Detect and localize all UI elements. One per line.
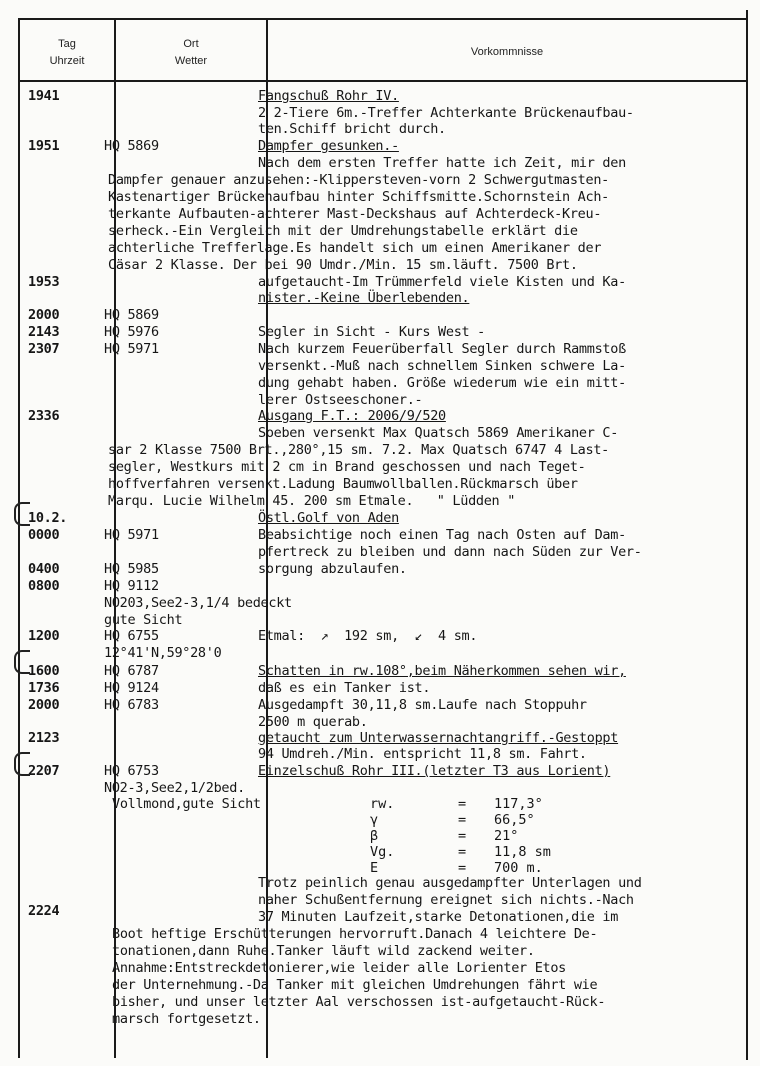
firing-row — [258, 796, 738, 813]
entry-text: Einzelschuß Rohr III.(letzter T3 aus Lorient) — [258, 763, 611, 779]
entry-place: HQ 6755 — [104, 628, 159, 644]
diary-line — [0, 172, 760, 189]
diary-line — [0, 459, 760, 476]
diary-line — [0, 257, 760, 274]
entry-text-wide: segler, Westkurs mit 2 cm in Brand geschossen und nach Teget- — [108, 459, 586, 475]
entry-time: 2207 — [28, 763, 60, 779]
entry-text: pfertreck zu bleiben und dann nach Süden zur Ver- — [258, 544, 642, 560]
diary-line — [0, 697, 760, 714]
header-time — [20, 36, 114, 70]
entry-time: 2000 — [28, 307, 60, 323]
diary-line — [0, 240, 760, 257]
firing-value: 117,3° — [494, 796, 543, 812]
diary-line — [0, 476, 760, 493]
diary-line — [0, 274, 760, 291]
entry-text: Ausgedampft 30,11,8 sm.Laufe nach Stoppuhr — [258, 697, 587, 713]
entry-time: 2123 — [28, 730, 60, 746]
entry-text-wide: Kastenartiger Brückenaufbau hinter Schiffsmitte.Schornstein Ach- — [108, 189, 609, 205]
firing-symbol: Vg. — [370, 844, 395, 860]
entry-text: 94 Umdreh./Min. entspricht 11,8 sm. Fahrt. — [258, 746, 587, 762]
diary-line — [0, 206, 760, 223]
entry-text: Dampfer gesunken.- — [258, 138, 399, 154]
entry-time: 1200 — [28, 628, 60, 644]
entry-text-wide: hoffverfahren versenkt.Ladung Baumwollballen.Rückmarsch über — [108, 476, 578, 492]
entry-text: Etmal: ↗ 192 sm, ↙ 4 sm. — [258, 628, 478, 644]
entry-time: 0400 — [28, 561, 60, 577]
entry-text: lerer Ostseeschoner.- — [258, 392, 423, 408]
entry-place: 12°41'N,59°28'0 — [104, 645, 222, 661]
entry-text: getaucht zum Unterwassernachtangriff.-Gestoppt — [258, 730, 619, 746]
diary-line — [0, 358, 760, 375]
diary-line — [0, 714, 760, 731]
entry-time: 2143 — [28, 324, 60, 340]
diary-line — [0, 730, 760, 747]
firing-equals: = — [458, 844, 467, 860]
entry-place: HQ 5869 — [104, 138, 159, 154]
header-events — [268, 44, 746, 61]
entry-text: Fangschuß Rohr IV. — [258, 88, 399, 104]
diary-line — [0, 155, 760, 172]
entry-time: 2307 — [28, 341, 60, 357]
entry-place: HQ 6787 — [104, 663, 159, 679]
entry-place: HQ 5869 — [104, 307, 159, 323]
diary-line — [0, 680, 760, 697]
entry-place: HQ 6753 — [104, 763, 159, 779]
header-time-line2: Uhrzeit — [49, 55, 85, 67]
firing-symbol: γ — [370, 812, 379, 828]
entry-text: Östl.Golf von Aden — [258, 510, 399, 526]
firing-value: 66,5° — [494, 812, 535, 828]
entry-time: 1953 — [28, 274, 60, 290]
diary-line — [0, 105, 760, 122]
header-time-line1: Tag — [58, 38, 76, 50]
entry-time: 10.2. — [28, 510, 68, 526]
entry-text: ten.Schiff bricht durch. — [258, 121, 446, 137]
header-place-line2: Wetter — [174, 55, 208, 67]
diary-line — [0, 510, 760, 527]
diary-line — [0, 493, 760, 510]
firing-weather: Vollmond,gute Sicht — [112, 796, 261, 812]
entry-text: versenkt.-Muß nach schnellem Sinken schwere La- — [258, 358, 626, 374]
entry-time: 1941 — [28, 88, 60, 104]
diary-line — [0, 88, 760, 105]
closing-text: Trotz peinlich genau ausgedampfter Unterlagen und — [258, 875, 642, 891]
entry-text-wide: serheck.-Ein Vergleich mit der Umdrehungstabelle erklärt die — [108, 223, 578, 239]
firing-row — [258, 844, 738, 861]
entry-place: HQ 9124 — [104, 680, 159, 696]
header-place-line1: Ort — [183, 38, 199, 50]
firing-row — [258, 812, 738, 829]
margin-bracket-2207 — [14, 752, 30, 776]
entry-text-wide: terkante Aufbauten-achterer Mast-Deckshaus auf Achterdeck-Kreu- — [108, 206, 602, 222]
entry-time: 2000 — [28, 697, 60, 713]
diary-line — [0, 375, 760, 392]
closing-wide-line: der Unternehmung.-Da Tanker mit gleichen Umdrehungen fährt wie — [112, 977, 598, 993]
diary-line — [0, 780, 760, 797]
firing-symbol: β — [370, 828, 379, 844]
diary-line — [0, 425, 760, 442]
entry-text: Nach kurzem Feuerüberfall Segler durch Rammstoß — [258, 341, 626, 357]
entry-text: Soeben versenkt Max Quatsch 5869 Amerikaner C- — [258, 425, 619, 441]
diary-line — [0, 442, 760, 459]
diary-line — [0, 663, 760, 680]
diary-line — [0, 578, 760, 595]
entry-text: aufgetaucht-Im Trümmerfeld viele Kisten und Ka- — [258, 274, 626, 290]
entry-place: NO203,See2-3,1/4 bedeckt — [104, 595, 292, 611]
entry-text: Beabsichtige noch einen Tag nach Osten auf Dam- — [258, 527, 626, 543]
closing-time: 2224 — [28, 903, 60, 919]
entry-time: 1951 — [28, 138, 60, 154]
firing-value: 700 m. — [494, 860, 543, 876]
header-rule — [18, 80, 748, 82]
entry-text-wide: achterliche Trefferlage.Es handelt sich um einen Amerikaner der — [108, 240, 602, 256]
entry-place: HQ 5985 — [104, 561, 159, 577]
diary-line — [0, 628, 760, 645]
diary-line — [0, 307, 760, 324]
entry-text: 2 2-Tiere 6m.-Treffer Achterkante Brückenaufbau- — [258, 105, 634, 121]
entry-place: HQ 9112 — [104, 578, 159, 594]
diary-line — [0, 527, 760, 544]
entry-place: HQ 5971 — [104, 341, 159, 357]
diary-line — [0, 612, 760, 629]
firing-symbol: rw. — [370, 796, 395, 812]
firing-symbol: E — [370, 860, 379, 876]
firing-equals: = — [458, 796, 467, 812]
diary-line — [0, 408, 760, 425]
entry-text: dung gehabt haben. Größe wiederum wie ein mitt- — [258, 375, 626, 391]
entry-place: NO2-3,See2,1/2bed. — [104, 780, 245, 796]
diary-line — [0, 645, 760, 662]
diary-line — [0, 223, 760, 240]
entry-text: Ausgang F.T.: 2006/9/520 — [258, 408, 446, 424]
diary-line — [0, 324, 760, 341]
entry-place: gute Sicht — [104, 612, 183, 628]
entry-text-wide: Dampfer genauer anzusehen:-Klippersteven-vorn 2 Schwergutmasten- — [108, 172, 609, 188]
firing-equals: = — [458, 828, 467, 844]
closing-line — [0, 875, 760, 892]
closing-wide-line: Boot heftige Erschütterungen hervorruft.Danach 4 leichtere De- — [112, 926, 598, 942]
firing-value: 21° — [494, 828, 519, 844]
entry-text-wide: sar 2 Klasse 7500 Brt.,280°,15 sm. 7.2. Max Quatsch 6747 4 Last- — [108, 442, 609, 458]
entry-text: nister.-Keine Überlebenden. — [258, 290, 470, 306]
closing-wide-line: Annahme:Entstreckdetonierer,wie leider alle Lorienter Etos — [112, 960, 567, 976]
entry-text: Segler in Sicht - Kurs West - — [258, 324, 486, 340]
margin-bracket-10-2 — [14, 502, 30, 526]
diary-line — [0, 189, 760, 206]
firing-equals: = — [458, 860, 467, 876]
diary-line — [0, 121, 760, 138]
entry-place: HQ 5976 — [104, 324, 159, 340]
top-rule — [18, 18, 748, 20]
diary-line — [0, 561, 760, 578]
diary-line — [0, 341, 760, 358]
closing-wide-line: bisher, und unser letzter Aal verschossen ist-aufgetaucht-Rück- — [112, 994, 606, 1010]
diary-line — [0, 138, 760, 155]
firing-value: 11,8 sm — [494, 844, 551, 860]
diary-line — [0, 392, 760, 409]
entry-text: daß es ein Tanker ist. — [258, 680, 431, 696]
entry-text-wide: Marqu. Lucie Wilhelm 45. 200 sm Etmale. " Lüdden " — [108, 493, 516, 509]
entry-place: HQ 5971 — [104, 527, 159, 543]
entry-text: Schatten in rw.108°,beim Näherkommen sehen wir, — [258, 663, 626, 679]
entry-text: Nach dem ersten Treffer hatte ich Zeit, mir den — [258, 155, 626, 171]
entry-text: sorgung abzulaufen. — [258, 561, 407, 577]
diary-line — [0, 763, 760, 780]
entry-text: 2500 m querab. — [258, 714, 368, 730]
diary-line — [0, 595, 760, 612]
entry-place: HQ 6783 — [104, 697, 159, 713]
entry-time: 2336 — [28, 408, 60, 424]
closing-line — [0, 892, 760, 909]
header-place — [116, 36, 266, 70]
closing-line — [0, 903, 760, 926]
diary-line — [0, 544, 760, 561]
header-events-label: Vorkommnisse — [470, 46, 544, 58]
closing-wide-line: tonationen,dann Ruhe.Tanker läuft wild zackend weiter. — [112, 943, 535, 959]
closing-text: 37 Minuten Laufzeit,starke Detonationen,die im — [258, 909, 619, 925]
entry-time: 1736 — [28, 680, 60, 696]
firing-equals: = — [458, 812, 467, 828]
entry-text-wide: Cäsar 2 Klasse. Der bei 90 Umdr./Min. 15 sm.läuft. 7500 Brt. — [108, 257, 578, 273]
diary-line — [0, 290, 760, 307]
entry-time: 0800 — [28, 578, 60, 594]
entry-time: 1600 — [28, 663, 60, 679]
closing-text: naher Schußentfernung ereignet sich nichts.-Nach — [258, 892, 634, 908]
diary-line — [0, 746, 760, 763]
margin-bracket-1600 — [14, 650, 30, 674]
entry-time: 0000 — [28, 527, 60, 543]
closing-wide-line: marsch fortgesetzt. — [112, 1011, 261, 1027]
firing-row — [258, 828, 738, 845]
